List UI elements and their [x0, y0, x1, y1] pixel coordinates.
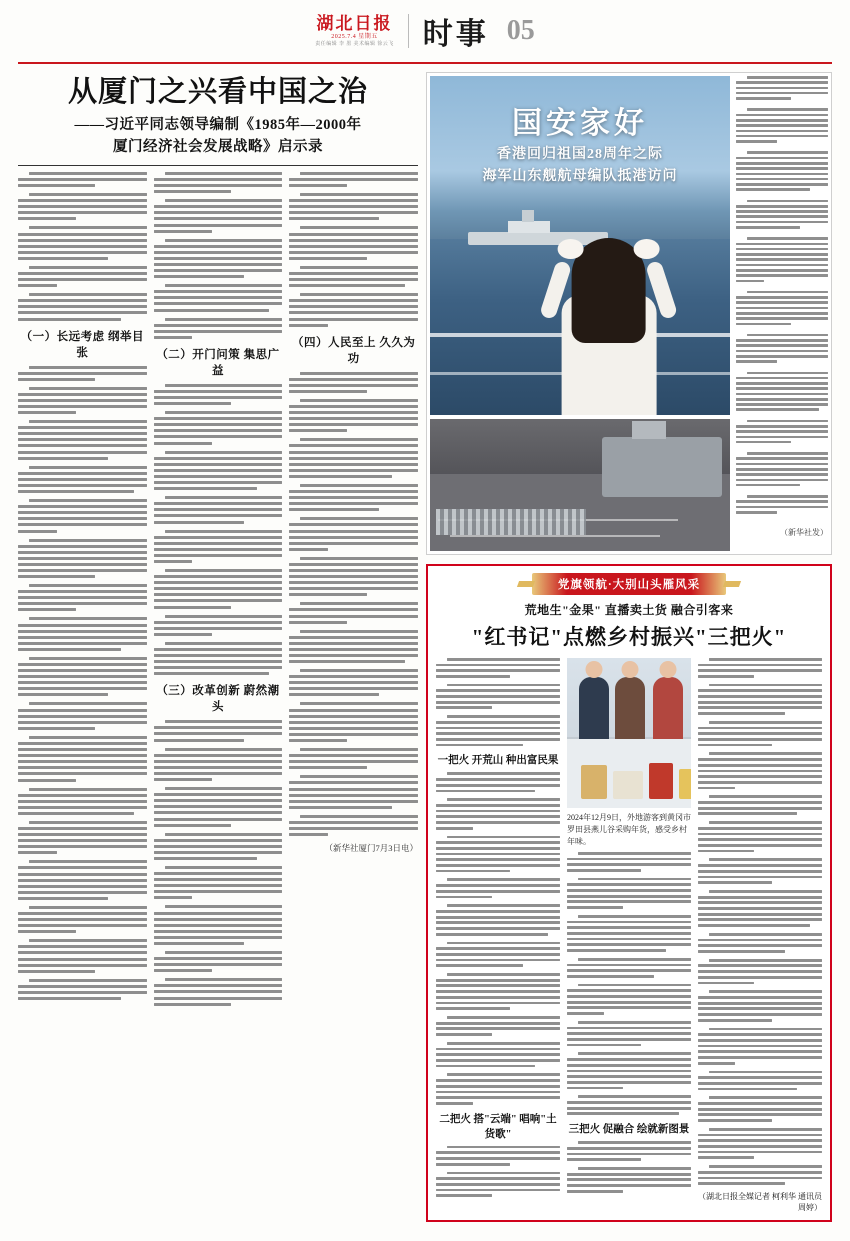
- lead-headline-block: [18, 76, 418, 166]
- right-column: [426, 72, 832, 1222]
- person-figure: [615, 677, 645, 739]
- paragraph: [436, 1172, 560, 1198]
- paragraph: [436, 1016, 560, 1036]
- paragraph: [436, 798, 560, 829]
- paragraph: [289, 226, 418, 259]
- paragraph: [289, 266, 418, 287]
- paragraph: [567, 878, 691, 909]
- lead-column-3: [289, 172, 418, 1012]
- paragraph: [567, 1141, 691, 1161]
- lead-credit: （新华社厦门7月3日电）: [324, 843, 419, 854]
- lead-column-1: [18, 172, 147, 1012]
- paragraph: [698, 1028, 822, 1065]
- feature-column-2: [567, 658, 691, 1213]
- feature-column-1: [436, 658, 560, 1213]
- paragraph: [698, 684, 822, 715]
- navy-sidebar-credit: （新华社发）: [780, 528, 828, 538]
- paragraph: [436, 904, 560, 935]
- paragraph: [154, 384, 283, 405]
- feature-subhead-2: 二把火 搭"云端" 唱响"土货歌": [439, 1113, 557, 1140]
- paragraph: [289, 557, 418, 597]
- paragraph: [698, 990, 822, 1021]
- masthead-date: 2025.7.4 星期五: [331, 34, 378, 40]
- lead-section-heading-2: （二）开门问策 集思广益: [156, 348, 280, 377]
- paragraph: [698, 1071, 822, 1091]
- paragraph: [567, 1052, 691, 1089]
- paragraph: [567, 958, 691, 978]
- paragraph: [154, 496, 283, 523]
- navy-sidebar-text: [736, 76, 828, 551]
- paragraph: [289, 702, 418, 742]
- paragraph: [154, 411, 283, 444]
- paragraph: [698, 795, 822, 815]
- paragraph: [289, 399, 418, 432]
- paragraph: [18, 702, 147, 729]
- paragraph: [289, 748, 418, 769]
- paragraph: [289, 372, 418, 393]
- paragraph: [736, 237, 828, 285]
- product-package: [613, 771, 643, 799]
- lead-subhead-2: 厦门经济社会发展战略》启示录: [113, 139, 323, 156]
- paragraph: [289, 630, 418, 663]
- paragraph: [18, 657, 147, 697]
- section-title: 时事: [422, 18, 489, 51]
- paragraph: [154, 720, 283, 741]
- village-products-photo: [567, 658, 691, 808]
- feature-body-columns: [436, 658, 822, 1213]
- paragraph: [736, 495, 828, 516]
- paragraph: [698, 752, 822, 789]
- feature-subhead-1: 一把火 开荒山 种出富民果: [437, 755, 559, 767]
- paragraph: [154, 833, 283, 860]
- paragraph: [736, 334, 828, 366]
- paragraph: [154, 951, 283, 972]
- paragraph: [18, 539, 147, 579]
- product-package: [679, 769, 691, 799]
- paragraph: [698, 1096, 822, 1122]
- paragraph: [18, 387, 147, 414]
- lead-story: [18, 72, 418, 1222]
- paragraph: [289, 172, 418, 187]
- paragraph: [698, 821, 822, 852]
- paragraph: [289, 517, 418, 550]
- feature-shoulder-head: 荒地生"金果" 直播卖土货 融合引客来: [524, 602, 734, 617]
- feature-subhead-3: 三把火 促融合 绘就新图景: [568, 1124, 690, 1136]
- paragraph: [698, 890, 822, 927]
- paragraph: [567, 852, 691, 872]
- paragraph: [436, 772, 560, 792]
- paragraph: [736, 151, 828, 193]
- paragraph: [698, 658, 822, 678]
- deck-marking-2: [450, 535, 660, 537]
- masthead-editors: 责任编辑 李 墨 美术编辑 徐云飞: [315, 42, 394, 47]
- paragraph: [154, 866, 283, 899]
- paragraph: [698, 858, 822, 884]
- feature-credit: （湖北日报全媒记者 柯利华 通讯员 周婷）: [698, 1192, 822, 1212]
- paragraph: [289, 602, 418, 623]
- paragraph: [736, 452, 828, 489]
- paragraph: [289, 669, 418, 696]
- navy-headline: 国安家好: [512, 107, 648, 140]
- person-head: [586, 661, 603, 678]
- carrier-deck-photo: [430, 419, 730, 551]
- paragraph: [289, 815, 418, 836]
- navy-subhead: [430, 144, 730, 189]
- page-number: 05: [506, 15, 535, 46]
- paragraph: [18, 366, 147, 381]
- paragraph: [698, 959, 822, 985]
- paragraph: [567, 1167, 691, 1193]
- paragraph: [154, 239, 283, 279]
- paragraph: [436, 878, 560, 898]
- paragraph: [436, 684, 560, 710]
- lead-section-heading-4: （四）人民至上 久久为功: [291, 336, 416, 365]
- paragraph: [18, 736, 147, 782]
- paragraph: [154, 978, 283, 1005]
- lead-subhead-1: ——习近平同志领导编制《1985年—2000年: [74, 117, 362, 134]
- paragraph: [154, 615, 283, 636]
- paragraph: [18, 466, 147, 493]
- paragraph: [289, 775, 418, 808]
- person-head: [622, 661, 639, 678]
- paragraph: [18, 266, 147, 287]
- paragraph: [18, 906, 147, 933]
- navy-subhead-line-2: 海军山东舰航母编队抵港访问: [482, 169, 678, 185]
- lead-section-heading-1: （一）长远考虑 纲举目张: [20, 330, 145, 359]
- paragraph: [436, 1146, 560, 1166]
- paragraph: [18, 193, 147, 220]
- paragraph: [18, 979, 147, 1000]
- paragraph: [436, 715, 560, 746]
- person-figure: [653, 677, 683, 739]
- paragraph: [436, 973, 560, 1010]
- lead-section-heading-3: （三）改革创新 蔚然潮头: [156, 685, 280, 714]
- newspaper-name: 湖北日报: [316, 14, 393, 33]
- paragraph: [154, 199, 283, 232]
- page-content: [18, 72, 832, 1222]
- paragraph: [289, 484, 418, 511]
- paragraph: [567, 1021, 691, 1047]
- feature-banner-label: 党旗领航·大别山头雁风采: [532, 573, 726, 595]
- paragraph: [289, 438, 418, 478]
- paragraph: [736, 420, 828, 446]
- paragraph: [18, 860, 147, 900]
- paragraph: [698, 1165, 822, 1185]
- paragraph: [154, 530, 283, 563]
- paragraph: [154, 318, 283, 339]
- paragraph: [436, 1042, 560, 1068]
- paragraph: [18, 821, 147, 854]
- product-package: [649, 763, 673, 799]
- paragraph: [18, 788, 147, 815]
- paragraph: [436, 942, 560, 968]
- paragraph: [154, 787, 283, 827]
- feature-column-3: [698, 658, 822, 1213]
- paragraph: [154, 284, 283, 311]
- paragraph: [154, 748, 283, 781]
- paragraph: [154, 642, 283, 675]
- paragraph: [154, 172, 283, 193]
- paragraph: [436, 836, 560, 873]
- paragraph: [18, 617, 147, 650]
- paragraph: [436, 1073, 560, 1104]
- paragraph: [736, 372, 828, 414]
- masthead: [18, 0, 832, 64]
- photo-caption: 2024年12月9日，外地游客到黄冈市罗田县燕儿谷采购年货，感受乡村年味。: [567, 812, 691, 846]
- paragraph: [698, 933, 822, 953]
- product-package: [581, 765, 607, 799]
- paragraph: [154, 569, 283, 609]
- paragraph: [567, 915, 691, 952]
- navy-subhead-line-1: 香港回归祖国28周年之际: [497, 147, 663, 162]
- lead-body-columns: [18, 172, 418, 1012]
- paragraph: [698, 721, 822, 747]
- navy-hero-photo: [430, 76, 730, 415]
- child-figure: [544, 210, 674, 415]
- paragraph: [18, 499, 147, 532]
- hair-bow-right: [634, 239, 660, 259]
- paragraph: [18, 584, 147, 611]
- paragraph: [736, 76, 828, 102]
- paragraph: [18, 293, 147, 320]
- paragraph: [154, 905, 283, 945]
- paragraph: [289, 293, 418, 326]
- person-head: [660, 661, 677, 678]
- deck-crowd: [436, 509, 586, 535]
- village-revitalization-feature: [426, 564, 832, 1222]
- deck-superstructure: [602, 437, 722, 497]
- navy-photo-block: [430, 76, 730, 551]
- paragraph: [154, 451, 283, 491]
- paragraph: [567, 984, 691, 1015]
- paragraph: [436, 658, 560, 678]
- feature-banner: [436, 573, 822, 595]
- paragraph: [289, 193, 418, 220]
- paragraph: [736, 108, 828, 145]
- paragraph: [18, 172, 147, 187]
- page-title: 从厦门之兴看中国之治: [67, 76, 368, 108]
- paragraph: [18, 420, 147, 460]
- navy-feature: [426, 72, 832, 555]
- hair-bow-left: [558, 239, 584, 259]
- newspaper-logo: [315, 15, 394, 47]
- paragraph: [18, 939, 147, 972]
- paragraph: [567, 1095, 691, 1115]
- paragraph: [736, 200, 828, 232]
- paragraph: [736, 291, 828, 328]
- paragraph: [698, 1128, 822, 1159]
- feature-main-title: "红书记"点燃乡村振兴"三把火": [471, 624, 787, 649]
- paragraph: [18, 226, 147, 259]
- masthead-divider: [408, 14, 409, 48]
- lead-column-2: [154, 172, 283, 1012]
- person-figure: [579, 677, 609, 739]
